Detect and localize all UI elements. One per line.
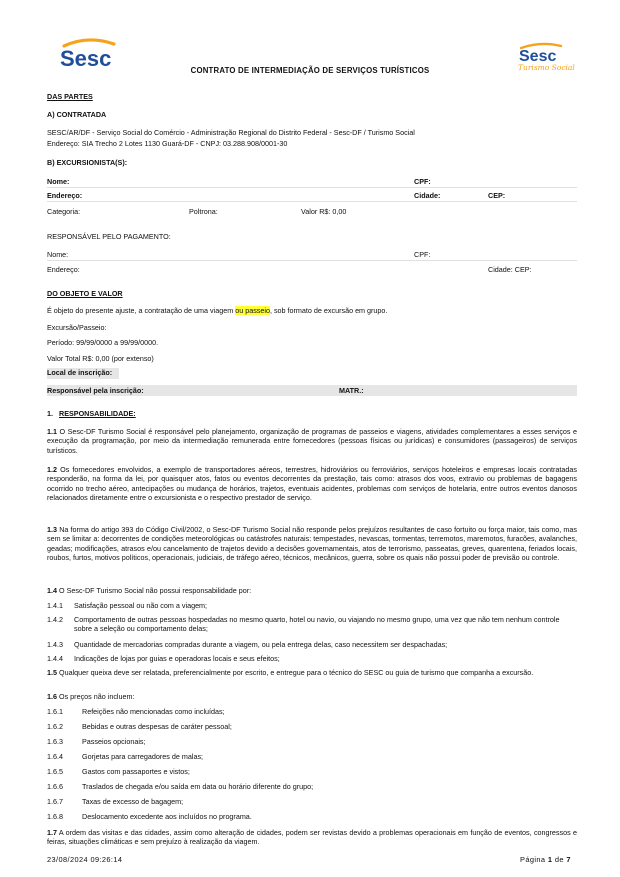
svg-text:Sesc: Sesc (60, 46, 112, 69)
clause-number: 1.6.2 (47, 722, 63, 731)
categoria-field: Categoria: (47, 207, 81, 216)
clause-text: Na forma do artigo 393 do Código Civil/2002, o Sesc-DF Turismo Social não responde pelos prejuízos resultantes de caso fortuito ou força maior, tais como, mas sem se limitar a: decorrentes de condições meteorológicas ou catástrofes naturais: tempestades, nevascas, tormentas, terremotos, maremotos, furacões, avalanches, geadas; modificações, atrasos e/ou cancelamento de trajetos devido a decisões governamentais, atos de terrorismo, passeatas, greves, quarentena, feriados locais, roubos, furtos, motivos políticos, operacionais, judiciais, de tráfego aéreo, técnicos, mecânicos, guerra, sobre os quais não possui poder de previsão ou controle. (47, 525, 577, 563)
clause-1-5 (47, 668, 577, 677)
contratada-label: A) CONTRATADA (47, 110, 107, 119)
clause-number: 1.3 (47, 525, 57, 534)
clause-text: Comportamento de outras pessoas hospedadas no mesmo quarto, hotel ou navio, ou viajando no mesmo grupo, uma vez que não tem nenhum controle sobre a seleção ou comportamento delas; (74, 615, 560, 634)
section-number: 1. (47, 409, 53, 418)
objeto-text (47, 306, 387, 315)
clause-1-6-7 (47, 797, 577, 806)
excursao-field: Excursão/Passeio: (47, 323, 107, 332)
clause-1-6 (47, 692, 577, 701)
clause-number: 1.1 (47, 427, 57, 436)
endereco-field: Endereço: (47, 191, 83, 200)
clause-number: 1.4.1 (47, 601, 63, 610)
resp-nome-field: Nome: (47, 250, 69, 259)
clause-number: 1.7 (47, 828, 57, 837)
clause-text: Taxas de excesso de bagagem; (82, 797, 184, 806)
page-total: 7 (566, 855, 571, 864)
clause-text: O Sesc-DF Turismo Social não possui responsabilidade por: (59, 586, 252, 595)
clause-number: 1.4 (47, 586, 57, 595)
cidade-field: Cidade: (414, 191, 441, 200)
page-current: 1 (547, 855, 553, 864)
clause-1-6-6 (47, 782, 577, 791)
clause-1-6-1 (47, 707, 577, 716)
section-responsabilidade (47, 409, 136, 418)
clause-text: Qualquer queixa deve ser relatada, preferencialmente por escrito, e entregue para o técnico do SESC ou guia de turismo que companha a excursão. (59, 668, 534, 677)
clause-text: Passeios opcionais; (82, 737, 146, 746)
nome-field: Nome: (47, 177, 70, 186)
contratada-line1: SESC/AR/DF - Serviço Social do Comércio - Administração Regional do Distrito Federal - Sesc-DF / Turismo Social (47, 128, 415, 137)
responsavel-pagamento-label: RESPONSÁVEL PELO PAGAMENTO: (47, 232, 171, 241)
clause-text: Os preços não incluem: (59, 692, 135, 701)
clause-1-6-4 (47, 752, 577, 761)
sesc-logo-left (58, 37, 120, 69)
clause-text: Os fornecedores envolvidos, a exemplo de transportadores aéreos, terrestres, hidroviários ou ferroviários, serviços hoteleiros e empresas locais contratadas responderão, na forma da lei, por quaisquer atos, fatos ou eventos decorrentes da prestação, tais como: atrasos dos voos, extravio ou problemas de bagagens ocorrido no trecho aéreo, antecipações ou mudança de horários, trajetos, eventuais acidentes, problemas com serviços de hotelaria, entre outros eventos danosos relacionados diretamente entre o excursionista e o respectivo prestador de serviço. (47, 465, 577, 503)
clause-text: Indicações de lojas por guias e operadoras locais e seus efeitos; (74, 654, 280, 663)
objeto-text-highlight: ou passeio (235, 306, 270, 315)
clause-number: 1.4.2 (47, 615, 63, 624)
divider (47, 187, 577, 188)
clause-1-4-1 (47, 601, 577, 610)
resp-cidade-cep-field: Cidade: CEP: (488, 265, 532, 274)
objeto-text-before: É objeto do presente ajuste, a contratação de uma viagem (47, 306, 236, 315)
clause-1-6-2 (47, 722, 577, 731)
clause-1-7 (47, 828, 577, 847)
cpf-field: CPF: (414, 177, 431, 186)
divider (47, 260, 577, 261)
document-title: CONTRATO DE INTERMEDIAÇÃO DE SERVIÇOS TURÍSTICOS (190, 66, 430, 75)
footer-page-number (520, 855, 571, 865)
clause-text: O Sesc-DF Turismo Social é responsável pelo planejamento, organização de programas de passeios e viagens, atividades complementares a esses serviços e execução da programação, por meio da intermediação remunerada entre fornecedores (pessoas físicas ou jurídicas) e consumidores (passageiros) de serviços turísticos. (47, 427, 577, 455)
clause-number: 1.6.1 (47, 707, 63, 716)
clause-number: 1.6.5 (47, 767, 63, 776)
clause-1-2 (47, 465, 577, 502)
clause-text: Bebidas e outras despesas de caráter pessoal; (82, 722, 232, 731)
valor-total-field: Valor Total R$: 0,00 (por extenso) (47, 354, 154, 363)
excursionista-label: B) EXCURSIONISTA(S): (47, 158, 128, 167)
clause-number: 1.6.4 (47, 752, 63, 761)
clause-text: Quantidade de mercadorias compradas durante a viagem, ou pela entrega delas, caso necessitem ser despachadas; (74, 640, 448, 649)
clause-1-4-3 (47, 640, 577, 649)
clause-text: Deslocamento excedente aos incluídos no programa. (82, 812, 252, 821)
page-of: de (554, 855, 564, 864)
footer-datetime: 23/08/2024 09:26:14 (47, 855, 123, 864)
valor-field: Valor R$: 0,00 (301, 207, 347, 216)
objeto-text-after: , sob formato de excursão em grupo. (269, 306, 388, 315)
clause-1-3 (47, 525, 577, 562)
page-prefix: Página (520, 855, 546, 864)
section-objeto-valor: DO OBJETO E VALOR (47, 289, 123, 298)
clause-number: 1.6.8 (47, 812, 63, 821)
clause-number: 1.5 (47, 668, 57, 677)
clause-number: 1.6 (47, 692, 57, 701)
clause-1-1 (47, 427, 577, 455)
divider (47, 201, 577, 202)
clause-1-4-2 (47, 615, 577, 634)
clause-1-4 (47, 586, 577, 595)
svg-text:Turismo Social: Turismo Social (518, 63, 575, 72)
clause-number: 1.4.3 (47, 640, 63, 649)
clause-text: Refeições não mencionadas como incluídas; (82, 707, 225, 716)
resp-cpf-field: CPF: (414, 250, 431, 259)
clause-1-6-3 (47, 737, 577, 746)
clause-text: Gorjetas para carregadores de malas; (82, 752, 204, 761)
clause-1-6-5 (47, 767, 577, 776)
clause-number: 1.4.4 (47, 654, 63, 663)
matr-field: MATR.: (339, 386, 364, 395)
contratada-line2: Endereço: SIA Trecho 2 Lotes 1130 Guará-DF - CNPJ: 03.288.908/0001-30 (47, 139, 288, 148)
clause-text: A ordem das visitas e das cidades, assim como alteração de cidades, podem ser revistas devido a problemas operacionais em função de eventos, congressos e feiras, situações climáticas e sem prejuízo à realização da viagem. (47, 828, 577, 847)
clause-number: 1.6.7 (47, 797, 63, 806)
clause-1-6-8 (47, 812, 577, 821)
poltrona-field: Poltrona: (189, 207, 218, 216)
clause-text: Gastos com passaportes e vistos; (82, 767, 190, 776)
clause-number: 1.6.3 (47, 737, 63, 746)
section-das-partes: DAS PARTES (47, 92, 93, 101)
periodo-field: Período: 99/99/0000 a 99/99/0000. (47, 338, 159, 347)
responsavel-inscricao-field: Responsável pela inscrição: (47, 386, 144, 395)
clause-1-4-4 (47, 654, 577, 663)
clause-text: Traslados de chegada e/ou saída em data ou horário diferente do grupo; (82, 782, 314, 791)
clause-text: Satisfação pessoal ou não com a viagem; (74, 601, 208, 610)
local-inscricao-field: Local de inscrição: (47, 368, 119, 379)
svg-text:Sesc: Sesc (519, 48, 557, 65)
clause-number: 1.6.6 (47, 782, 63, 791)
clause-number: 1.2 (47, 465, 57, 474)
resp-endereco-field: Endereço: (47, 265, 80, 274)
cep-field: CEP: (488, 191, 506, 200)
section-title: RESPONSABILIDADE: (59, 409, 136, 418)
